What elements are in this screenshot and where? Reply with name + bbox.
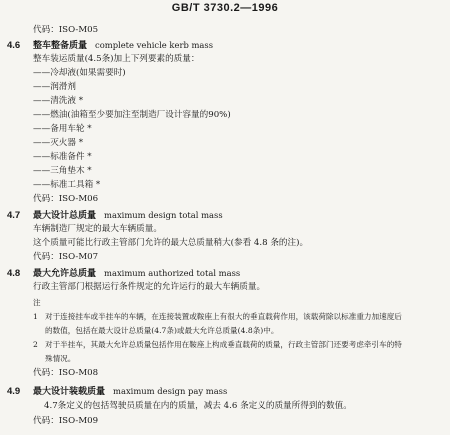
definition-4-9: 4.7条定义的包括驾驶员质量在内的质量，减去 4.6 条定义的质量所得到的数值。 bbox=[44, 401, 352, 411]
term-zh-4-9: 最大设计装载质量 bbox=[33, 387, 106, 397]
note-2-line-1 bbox=[33, 339, 402, 350]
list-item: ——三角垫木 * bbox=[33, 166, 92, 176]
term-zh-4-7: 最大设计总质量 bbox=[33, 211, 97, 221]
list-item: ——冷却液(如果需要时) bbox=[33, 68, 126, 78]
term-zh-4-6: 整车整备质量 bbox=[33, 41, 88, 51]
definition-4-8: 行政主管部门根据运行条件规定的允许运行的最大车辆质量。 bbox=[33, 282, 266, 292]
list-item: ——标准备件 * bbox=[33, 152, 92, 162]
note-1-line-2: 的数值，包括在最大设计总质量(4.7条)或最大允许总质量(4.8条)中。 bbox=[45, 326, 279, 335]
term-heading-4-6 bbox=[33, 40, 213, 52]
page-header: GB/T 3730.2—1996 bbox=[171, 2, 279, 14]
list-item: ——备用车轮 * bbox=[33, 124, 92, 134]
list-item: ——燃油(油箱至少要加注至制造厂设计容量的90%) bbox=[33, 110, 231, 120]
section-number-4-7: 4.7 bbox=[7, 210, 21, 221]
term-en-4-9: maximum design pay mass bbox=[113, 386, 228, 396]
term-en-4-7: maximum design total mass bbox=[104, 210, 223, 220]
term-heading-4-9 bbox=[33, 386, 227, 398]
definition-4-6: 整车装运质量(4.5条)加上下列要素的质量： bbox=[33, 54, 200, 64]
list-item: ——润滑剂 bbox=[33, 82, 76, 92]
section-number-4-8: 4.8 bbox=[7, 268, 21, 279]
section-number-4-9: 4.9 bbox=[7, 386, 21, 397]
list-item: ——灭火器 * bbox=[33, 138, 83, 148]
note-label: 注 bbox=[33, 298, 41, 307]
note-1-number: 1 bbox=[33, 312, 38, 321]
code-iso-m08: 代码：ISO-M08 bbox=[33, 368, 99, 378]
term-en-4-8: maximum authorized total mass bbox=[104, 268, 241, 278]
note-2-line-2: 殊情况。 bbox=[45, 354, 76, 363]
code-iso-m06: 代码：ISO-M06 bbox=[33, 194, 99, 204]
list-item: ——标准工具箱 * bbox=[33, 180, 101, 190]
note-2-text-a: 对于半挂车，其最大允许总质量包括作用在鞍座上构成垂直载荷的质量，行政主管部门还要考虑牵引车的特 bbox=[45, 340, 402, 349]
definition-4-7-b: 这个质量可能比行政主管部门允许的最大总质量稍大(参看 4.8 条的注)。 bbox=[33, 238, 309, 248]
term-en-4-6: complete vehicle kerb mass bbox=[95, 40, 214, 50]
code-iso-m07: 代码：ISO-M07 bbox=[33, 252, 99, 262]
term-heading-4-7 bbox=[33, 210, 223, 222]
list-item: ——清洗液 * bbox=[33, 96, 83, 106]
note-2-number: 2 bbox=[33, 340, 38, 349]
definition-4-7-a: 车辆制造厂规定的最大车辆质量。 bbox=[33, 224, 162, 234]
term-heading-4-8 bbox=[33, 268, 240, 280]
code-iso-m09: 代码：ISO-M09 bbox=[33, 416, 99, 426]
note-1-line-1 bbox=[33, 311, 402, 322]
note-1-text-a: 对于连接挂车或半挂车的车辆，在连接装置或鞍座上有很大的垂直载荷作用，该载荷除以标准重力加速度后 bbox=[45, 312, 402, 321]
term-zh-4-8: 最大允许总质量 bbox=[33, 269, 97, 279]
code-iso-m05: 代码：ISO-M05 bbox=[33, 25, 99, 35]
section-number-4-6: 4.6 bbox=[7, 40, 21, 51]
